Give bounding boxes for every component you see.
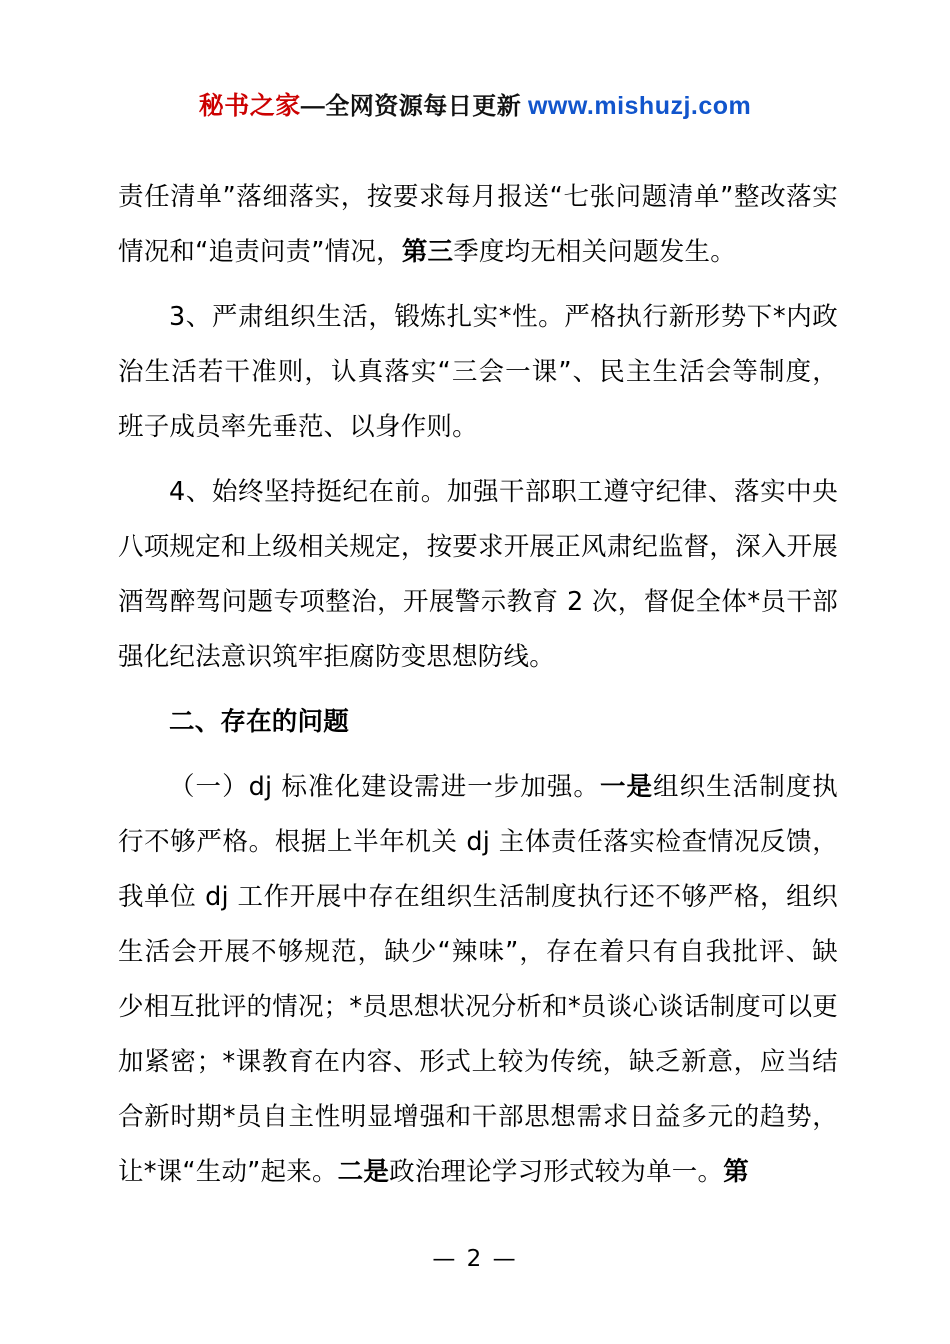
run-text-bold: 第 [723,1157,749,1187]
run-text-bold: 二、存在的问题 [169,707,349,737]
run-text: 季度均无相关问题发生。 [453,237,736,267]
site-tagline: —全网资源每日更新 [300,93,522,120]
run-text: 根据上半年机关 dj 主体责任落实检查情况反馈，我单位 dj 工作开展中存在组织生活制度执行还不够严格，组织生活会开展不够规范，缺少“辣味”，存在着只有自我批评、缺少相互批评的情况；*员思想状况分析和*员谈心谈话制度可以更加紧密；*课教育在内容、形式上较为传统，缺乏新意，应当结合新时期*员自主性明显增强和干部思想需求日益多元的趋势，让*课“生动”起来。 [118,827,838,1187]
run-text: 组织生活制度执行不够严格。 [118,772,838,857]
site-brand-name: 秘书之家 [198,92,301,120]
paragraph-1 [118,170,838,280]
run-text: 政治理论学习形式较为单一。 [389,1157,724,1187]
run-text: 严格执行新形势下*内政治生活若干准则，认真落实“三会一课”、民主生活会等制度，班子成员率先垂范、以身作则。 [118,302,838,442]
run-text: （一）dj 标准化建设需进一步加强。 [169,772,600,802]
page-number-footer: — 2 — [432,1246,518,1272]
paragraph-5 [118,760,838,1200]
paragraph-3 [118,465,838,685]
run-text: 责任清单”落细落实，按要求每月报送“七张问题清单”整改落实情况和“追责问责”情况， [118,182,838,267]
paragraph-2 [118,290,838,455]
run-text-bold: 一是 [599,772,654,802]
section-heading-problems [118,695,838,750]
site-url-link[interactable]: www.mishuzj.com [527,92,752,120]
run-text-bold: 第三 [401,237,454,267]
site-watermark-header [0,86,950,122]
run-text: 3、严肃组织生活，锻炼扎实*性。 [169,302,565,332]
document-body [118,170,838,1210]
run-text: 4、始终坚持挺纪在前。加强干部职工遵守纪律、落实中央八项规定和上级相关规定，按要求开展正风肃纪监督，深入开展酒驾醉驾问题专项整治，开展警示教育 2 次，督促全体*员干部强化纪法意识筑牢拒腐防变思想防线。 [118,477,838,672]
run-text-bold: 二是 [337,1157,390,1187]
